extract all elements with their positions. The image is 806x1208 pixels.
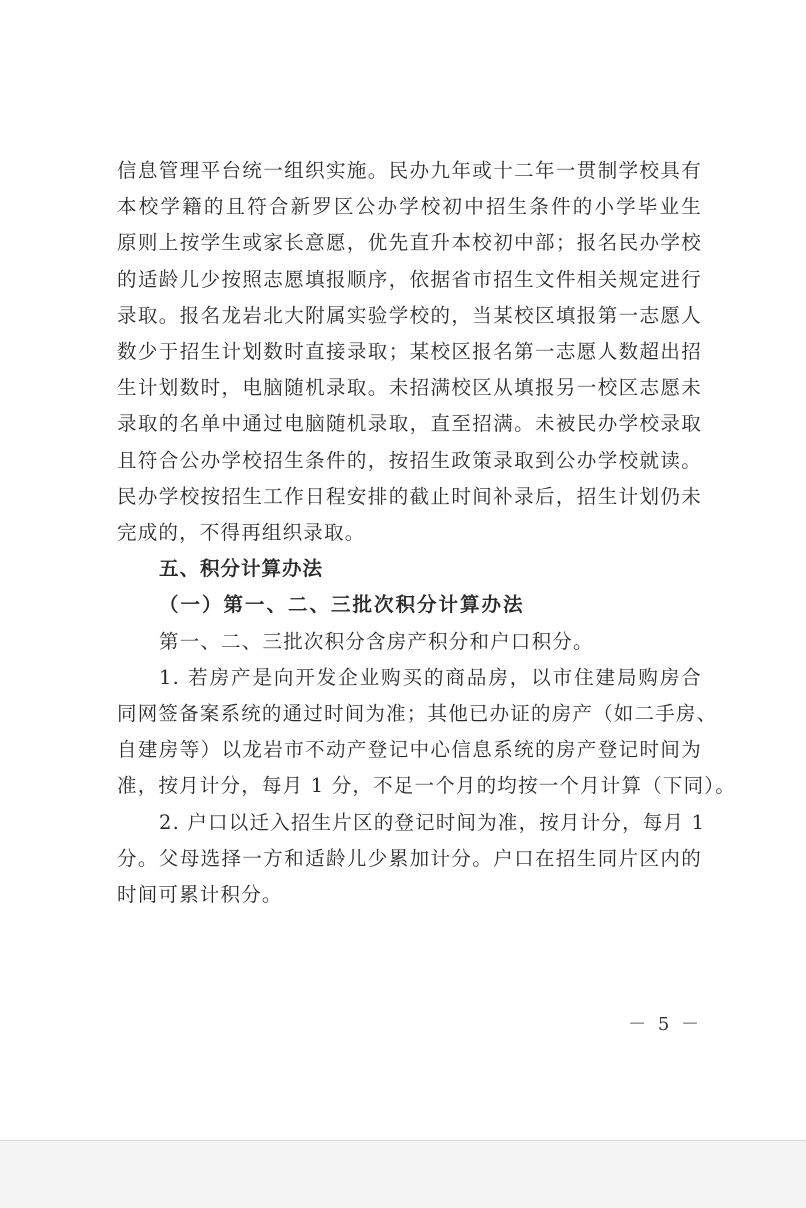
text-line: 且符合公办学校招生条件的，按招生政策录取到公办学校就读。 (117, 448, 702, 472)
item-household-points (117, 805, 706, 914)
text-line: 时间可累计积分。 (117, 883, 283, 907)
text-line: 本校学籍的且符合新罗区公办学校初中招生条件的小学毕业生 (117, 195, 702, 219)
text-line: 生计划数时，电脑随机录取。未招满校区从填报另一校区志愿未 (117, 376, 702, 400)
text-line: 信息管理平台统一组织实施。民办九年或十二年一贯制学校具有 (117, 159, 702, 182)
text-line: 民办学校按招生工作日程安排的截止时间补录后，招生计划仍未 (117, 484, 702, 508)
text-line: 原则上按学生或家长意愿，优先直升本校初中部；报名民办学校 (117, 231, 702, 255)
intro-line: 第一、二、三批次积分含房产积分和户口积分。 (159, 629, 594, 653)
paragraph-admission-rules (117, 153, 702, 551)
text-line: 数少于招生计划数时直接录取；某校区报名第一志愿人数超出招 (117, 340, 702, 364)
item-property-points (117, 660, 736, 805)
subsection-heading: （一）第一、二、三批次积分计算办法 (159, 593, 525, 617)
text-line: 同网签备案系统的通过时间为准；其他已办证的房产（如二手房、 (117, 702, 718, 726)
text-line: 录取。报名龙岩北大附属实验学校的，当某校区填报第一志愿人 (117, 303, 702, 327)
page-number: － 5 － (628, 1014, 702, 1035)
text-line: 1. 若房产是向开发企业购买的商品房，以市住建局购房合 (159, 665, 702, 689)
text-line: 2. 户口以迁入招生片区的登记时间为准，按月计分，每月 1 (159, 810, 706, 834)
text-line: 完成的，不得再组织录取。 (117, 521, 366, 545)
document-body (117, 153, 736, 913)
text-line: 自建房等）以龙岩市不动产登记中心信息系统的房产登记时间为 (117, 738, 702, 762)
section-heading: 五、积分计算办法 (159, 557, 324, 581)
text-line: 的适龄儿少按照志愿填报顺序，依据省市招生文件相关规定进行 (117, 267, 702, 291)
text-line: 分。父母选择一方和适龄儿少累加计分。户口在招生同片区内的 (117, 846, 702, 870)
text-line: 准，按月计分，每月 1 分，不足一个月的均按一个月计算（下同）。 (117, 774, 736, 798)
text-line: 录取的名单中通过电脑随机录取，直至招满。未被民办学校录取 (117, 412, 702, 436)
